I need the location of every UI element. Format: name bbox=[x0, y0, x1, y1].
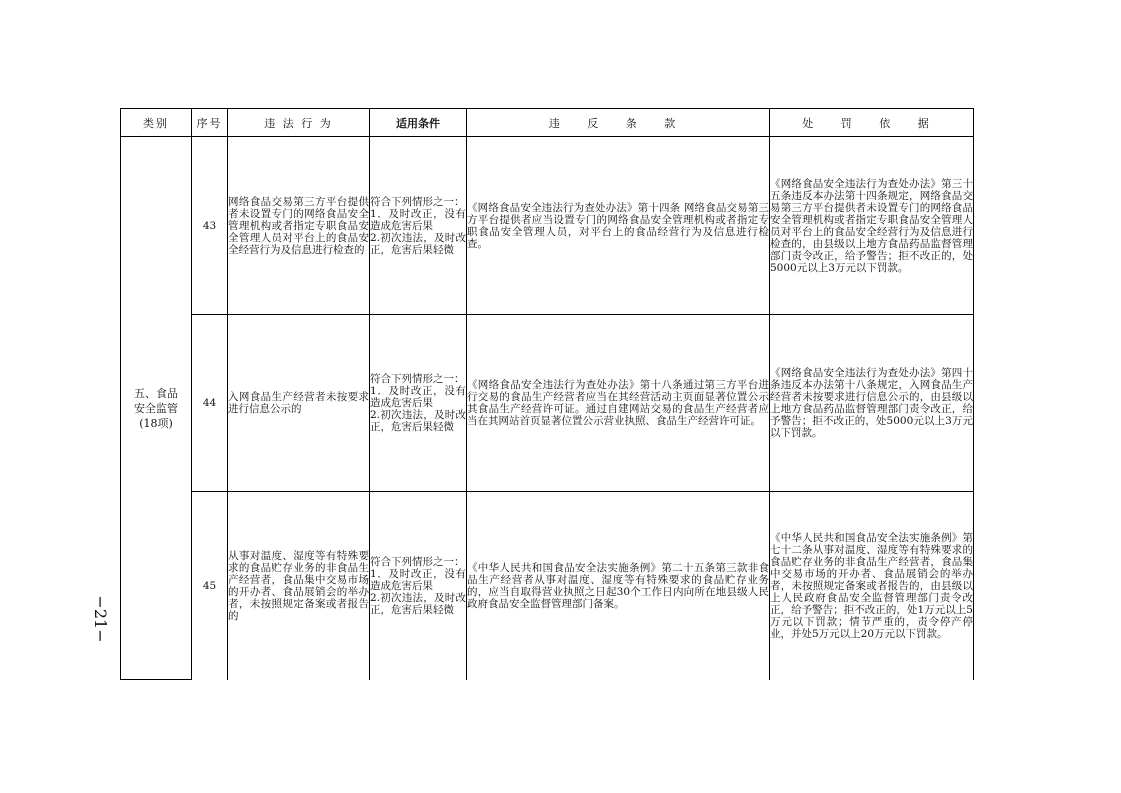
header-condition: 适用条件 bbox=[370, 109, 467, 137]
seq-cell: 44 bbox=[192, 315, 228, 492]
condition-cell: 符合下列情形之一： 1．及时改正，没有造成危害后果 2.初次违法，及时改正，危害后果轻微 bbox=[370, 137, 467, 315]
basis-cell: 《网络食品安全违法行为查处办法》第四十条违反本办法第十八条规定，入网食品生产经营者未按要求进行信息公示的，由县级以上地方食品药品监督管理部门责令改正，给予警告；拒不改正的，处5000元以上3万元以下罚款。 bbox=[770, 315, 974, 492]
act-cell: 入网食品生产经营者未按要求进行信息公示的 bbox=[228, 315, 370, 492]
seq-cell: 43 bbox=[192, 137, 228, 315]
header-act: 违 法 行 为 bbox=[228, 109, 370, 137]
act-cell: 网络食品交易第三方平台提供者未设置专门的网络食品安全管理机构或者指定专职食品安全管理人员对平台上的食品安全经营行为及信息进行检查的 bbox=[228, 137, 370, 315]
condition-cell: 符合下列情形之一： 1．及时改正，没有造成危害后果 2.初次违法，及时改正，危害后果轻微 bbox=[370, 492, 467, 680]
clause-cell: 《网络食品安全违法行为查处办法》第十八条通过第三方平台进行交易的食品生产经营者应当在其经营活动主页面显著位置公示其食品生产经营许可证。通过自建网站交易的食品生产经营者应当在其网站首页显著位置公示营业执照、食品生产经营许可证。 bbox=[467, 315, 770, 492]
header-seq: 序号 bbox=[192, 109, 228, 137]
table-row bbox=[121, 315, 974, 492]
penalty-table bbox=[120, 108, 974, 680]
seq-cell: 45 bbox=[192, 492, 228, 680]
header-clause: 违 反 条 款 bbox=[467, 109, 770, 137]
page-number: −21− bbox=[91, 595, 111, 643]
basis-cell: 《中华人民共和国食品安全法实施条例》第七十二条从事对温度、湿度等有特殊要求的食品贮存业务的非食品生产经营者，食品集中交易市场的开办者、食品展销会的举办者，未按照规定备案或者报告的，由县级以上人民政府食品安全监督管理部门责令改正，给予警告；拒不改正的，处1万元以上5万元以下罚款；情节严重的，责令停产停业，并处5万元以上20万元以下罚款。 bbox=[770, 492, 974, 680]
basis-cell: 《网络食品安全违法行为查处办法》第三十五条违反本办法第十四条规定，网络食品交易第三方平台提供者未设置专门的网络食品安全管理机构或者指定专职食品安全管理人员对平台上的食品安全经营行为及信息进行检查的，由县级以上地方食品药品监督管理部门责令改正，给予警告；拒不改正的，处5000元以上3万元以下罚款。 bbox=[770, 137, 974, 315]
category-cell: 五、食品 安全监管 (18项) bbox=[121, 137, 192, 680]
act-cell: 从事对温度、湿度等有特殊要求的食品贮存业务的非食品生产经营者，食品集中交易市场的开办者、食品展销会的举办者，未按照规定备案或者报告的 bbox=[228, 492, 370, 680]
clause-cell: 《网络食品安全违法行为查处办法》第十四条 网络食品交易第三方平台提供者应当设置专门的网络食品安全管理机构或者指定专职食品安全管理人员，对平台上的食品经营行为及信息进行检查。 bbox=[467, 137, 770, 315]
clause-cell: 《中华人民共和国食品安全法实施条例》第二十五条第三款非食品生产经营者从事对温度、湿度等有特殊要求的食品贮存业务的，应当自取得营业执照之日起30个工作日内向所在地县级人民政府食品安全监督管理部门备案。 bbox=[467, 492, 770, 680]
condition-cell: 符合下列情形之一： 1．及时改正，没有造成危害后果 2.初次违法，及时改正，危害后果轻微 bbox=[370, 315, 467, 492]
table-row bbox=[121, 137, 974, 315]
header-row bbox=[121, 109, 974, 137]
table-row bbox=[121, 492, 974, 680]
header-basis: 处 罚 依 据 bbox=[770, 109, 974, 137]
header-category: 类别 bbox=[121, 109, 192, 137]
